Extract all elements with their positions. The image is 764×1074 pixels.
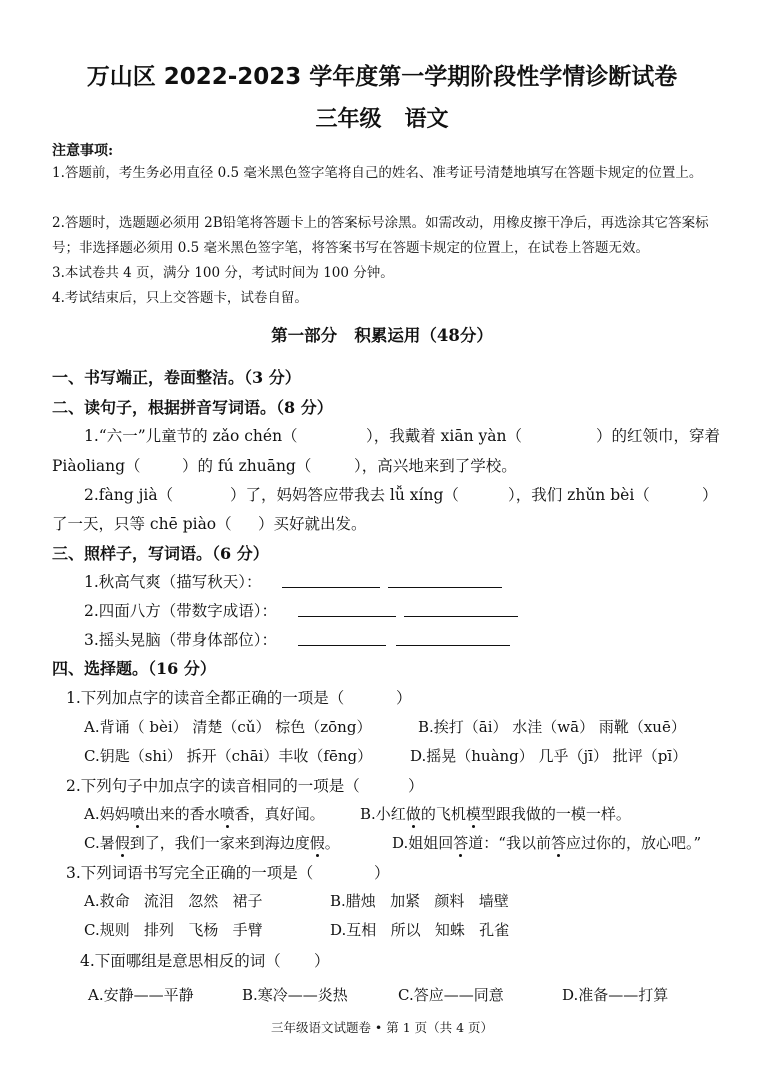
notice-item: 3.本试卷共 4 页，满分 100 分，考试时间为 100 分钟。 bbox=[52, 265, 394, 281]
option-d: D.摇晃（huàng） 几乎（jī） 批评（pī） bbox=[410, 747, 688, 765]
notice-heading: 注意事项: bbox=[52, 143, 114, 159]
question-text: 3.摇头晃脑（带身体部位）： bbox=[84, 631, 278, 649]
section-title: 三、照样子，写词语。（6 分） bbox=[52, 544, 269, 563]
dotted-char: 喷 bbox=[219, 805, 235, 823]
option-d bbox=[392, 832, 701, 853]
option-a: A.安静——平静 bbox=[88, 986, 194, 1004]
option-c bbox=[84, 832, 340, 853]
question-text: 1.秋高气爽（描写秋天）： bbox=[84, 573, 262, 591]
option-text: D.姐姐回 bbox=[392, 834, 454, 852]
question-stem: 3.下列词语书写完全正确的一项是（ bbox=[66, 864, 314, 882]
option-text: 香，真好闻。 bbox=[234, 805, 325, 823]
exam-title: 万山区 2022-2023 学年度第一学期阶段性学情诊断试卷 bbox=[86, 64, 678, 90]
question-text: ）的 fú zhuāng（ bbox=[182, 457, 312, 475]
answer-blank[interactable] bbox=[282, 571, 380, 588]
option-text: 出来的香水 bbox=[144, 805, 220, 823]
answer-blank[interactable] bbox=[388, 571, 502, 588]
question-text: ）了，妈妈答应带我去 lǚ xíng（ bbox=[230, 486, 459, 504]
dotted-char: 假 bbox=[114, 834, 130, 852]
option-text: B.小红 bbox=[360, 805, 406, 823]
option-b: B.挨打（āi） 水洼（wā） 雨靴（xuē） bbox=[418, 718, 686, 736]
option-text: 应过你的，放心吧。” bbox=[565, 834, 702, 852]
option-c: C.钥匙（shi） 拆开（chāi）丰收（fēng） bbox=[84, 747, 373, 765]
option-c: C.答应——同意 bbox=[398, 986, 504, 1004]
question-stem: 4.下面哪组是意思相反的词（ bbox=[80, 952, 281, 970]
question-text: 1.“六一”儿童节的 zǎo chén（ bbox=[84, 427, 298, 445]
section-title: 四、选择题。（16 分） bbox=[52, 659, 216, 678]
question-text: 2.四面八方（带数字成语）： bbox=[84, 602, 278, 620]
dotted-char: 假 bbox=[309, 834, 325, 852]
dotted-char: 模 bbox=[465, 805, 481, 823]
option-a: A.背诵（ bèi） 清楚（cǔ） 棕色（zōng） bbox=[84, 718, 372, 736]
section-title: 一、书写端正，卷面整洁。（3 分） bbox=[52, 368, 301, 387]
option-b: B.腊烛 加紧 颜料 墙壁 bbox=[330, 892, 509, 910]
question-text: ），我们 zhǔn bèi（ bbox=[508, 486, 650, 504]
notice-item: 1.答题前，考生务必用直径 0.5 毫米黑色签字笔将自己的姓名、准考证号清楚地填写在答题卡规定的位置上。 bbox=[52, 165, 703, 181]
page-footer: 三年级语文试题卷 • 第 1 页（共 4 页） bbox=[270, 1020, 494, 1035]
section-title: 二、读句子，根据拼音写词语。（8 分） bbox=[52, 398, 333, 417]
dotted-char: 答 bbox=[453, 834, 469, 852]
question-text: ）的红领巾，穿着 bbox=[596, 427, 721, 445]
question-stem: ） bbox=[396, 689, 412, 707]
option-d: D.准备——打算 bbox=[562, 986, 669, 1004]
question-text: ）买好就出发。 bbox=[258, 515, 367, 533]
question-stem: ） bbox=[374, 864, 390, 882]
question-text: 2.fàng jià（ bbox=[84, 486, 174, 504]
notice-item: 2.答题时，选题题必须用 2B铅笔将答题卡上的答案标号涂黑。如需改动，用橡皮擦干净后，再选涂其它答案标号；非选择题必须用 0.5 毫米黑色签字笔，将答案书写在答题卡规定的位置上，在试卷上答题无效。 bbox=[52, 215, 709, 256]
option-b: B.寒冷——炎热 bbox=[242, 986, 348, 1004]
dotted-char: 喷 bbox=[129, 805, 145, 823]
option-text: A.妈妈 bbox=[84, 805, 130, 823]
question-stem: ） bbox=[408, 777, 424, 795]
option-a bbox=[84, 803, 325, 824]
notice-item: 4.考试结束后，只上交答题卡，试卷自留。 bbox=[52, 290, 308, 306]
question-stem: 2.下列句子中加点字的读音相同的一项是（ bbox=[66, 777, 360, 795]
option-text: C.暑 bbox=[84, 834, 115, 852]
question-stem: ） bbox=[314, 952, 330, 970]
option-c: C.规则 排列 飞杨 手臂 bbox=[84, 921, 263, 939]
question-text: ），高兴地来到了学校。 bbox=[354, 457, 517, 475]
option-text: 。 bbox=[324, 834, 340, 852]
option-text: 道：“我以前 bbox=[468, 834, 551, 852]
exam-subtitle: 三年级 语文 bbox=[315, 107, 449, 132]
question-text: ），我戴着 xiān yàn（ bbox=[366, 427, 523, 445]
dotted-char: 做 bbox=[405, 805, 421, 823]
option-text: 型跟我做的一模一样。 bbox=[480, 805, 631, 823]
part-title: 第一部分 积累运用（48分） bbox=[271, 326, 493, 345]
dotted-char: 答 bbox=[550, 834, 566, 852]
question-text: Piàoliang（ bbox=[52, 457, 141, 475]
option-b bbox=[360, 803, 631, 824]
answer-blank[interactable] bbox=[298, 600, 396, 617]
answer-blank[interactable] bbox=[298, 629, 386, 646]
question-stem: 1.下列加点字的读音全都正确的一项是（ bbox=[66, 689, 345, 707]
question-text: 了一天，只等 chē piào（ bbox=[52, 515, 232, 533]
option-a: A.救命 流泪 忽然 裙子 bbox=[84, 892, 263, 910]
answer-blank[interactable] bbox=[404, 600, 518, 617]
answer-blank[interactable] bbox=[396, 629, 510, 646]
option-d: D.互相 所以 知蛛 孔雀 bbox=[330, 921, 510, 939]
option-text: 到了，我们一家来到海边度 bbox=[129, 834, 310, 852]
option-text: 的飞机 bbox=[420, 805, 466, 823]
question-text: ） bbox=[702, 486, 718, 504]
